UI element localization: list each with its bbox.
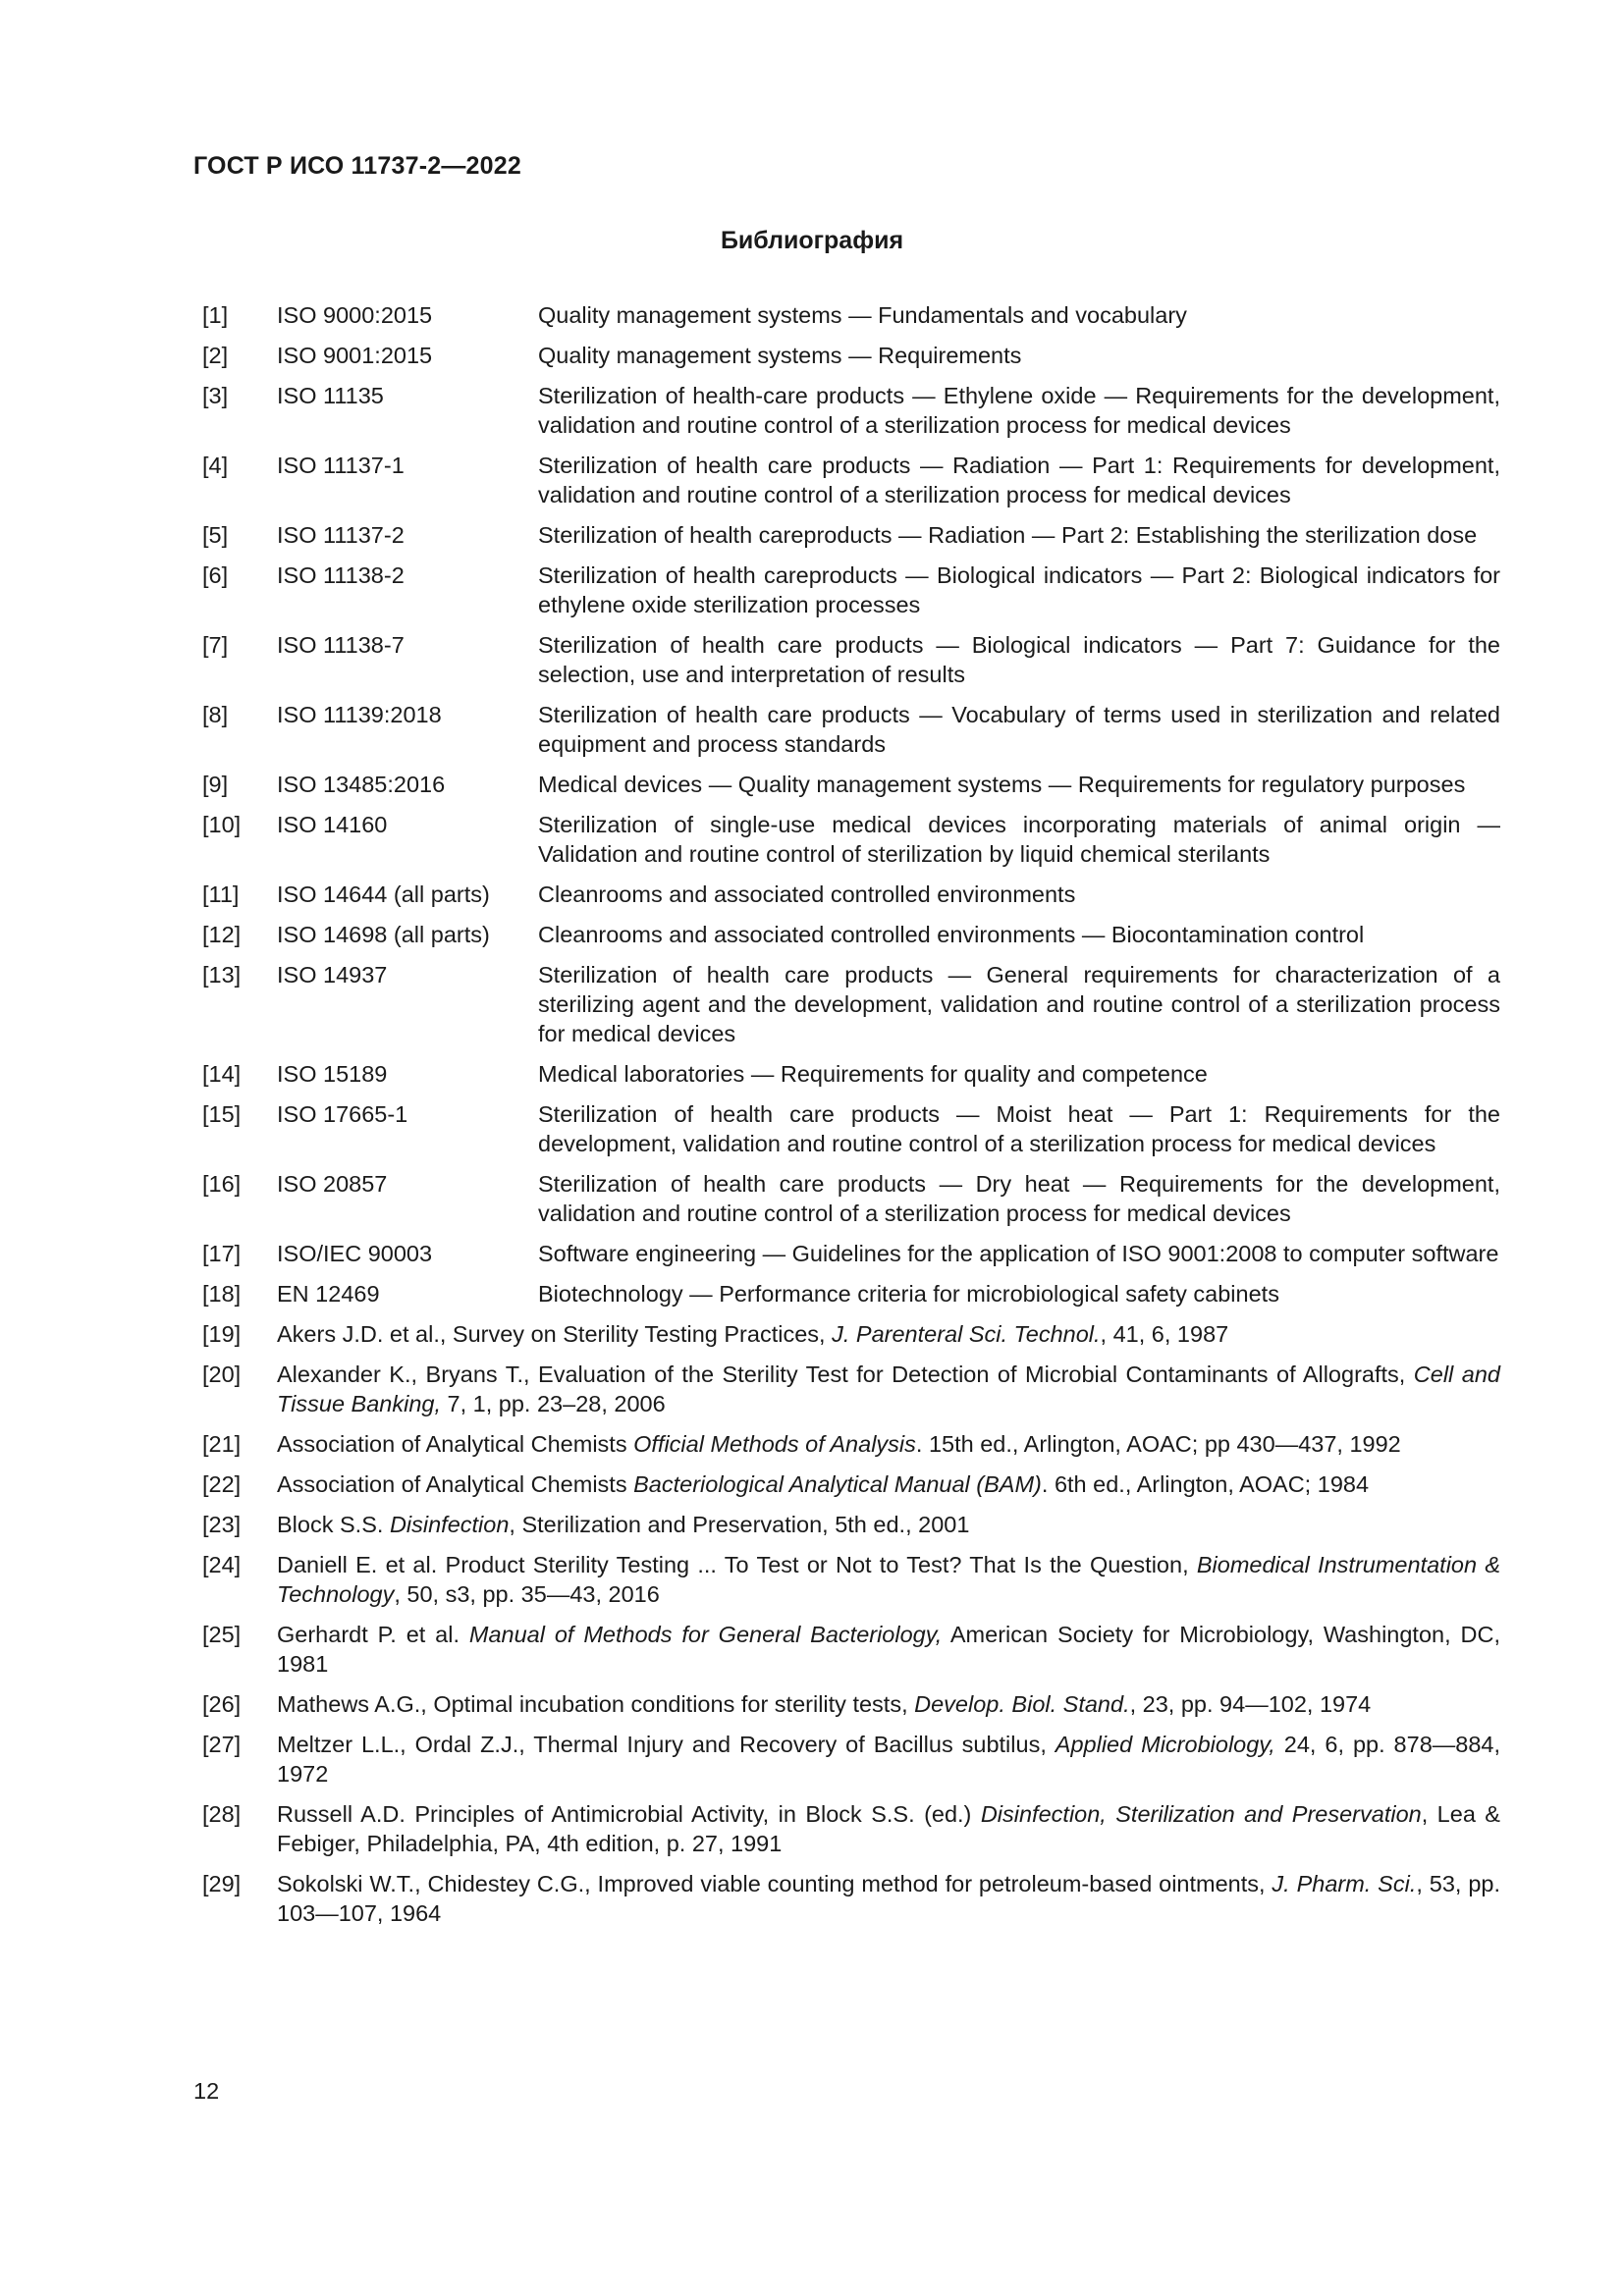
citation-lead: Association of Analytical Chemists — [277, 1431, 634, 1457]
reference-entry — [202, 960, 1500, 1048]
reference-number: [12] — [202, 922, 242, 947]
reference-number: [13] — [202, 962, 242, 988]
citation-lead: Akers J.D. et al., Survey on Sterility Testing Practices, — [277, 1321, 833, 1347]
reference-number: [23] — [202, 1512, 242, 1537]
reference-number: [20] — [202, 1362, 242, 1387]
reference-entry — [202, 300, 1500, 330]
citation-tail: , 23, pp. 94—102, 1974 — [1129, 1691, 1372, 1717]
reference-number: [6] — [202, 562, 229, 588]
citation-source: Manual of Methods for General Bacteriology, — [468, 1622, 943, 1647]
standard-code: ISO 9001:2015 — [277, 343, 433, 368]
citation-tail: American Society for Microbiology, Washington, DC, 1981 — [277, 1622, 1500, 1677]
document-code: ГОСТ Р ИСО 11737-2—2022 — [193, 152, 521, 180]
reference-entry — [202, 630, 1500, 689]
standard-title: Sterilization of health-care products — Ethylene oxide — Requirements for the development, validation and routine control of a sterilization process for medical devices — [538, 383, 1500, 438]
reference-entry — [202, 1319, 1500, 1349]
reference-number: [14] — [202, 1061, 242, 1087]
citation-text — [277, 1550, 1500, 1609]
standard-title: Cleanrooms and associated controlled environments — Biocontamination control — [538, 922, 1365, 947]
standard-title: Medical laboratories — Requirements for quality and competence — [538, 1061, 1208, 1087]
citation-source: J. Parenteral Sci. Technol. — [832, 1321, 1101, 1347]
citation-lead: Alexander K., Bryans T., Evaluation of the Sterility Test for Detection of Microbial Contaminants of Allografts, — [277, 1362, 1414, 1387]
reference-number: [24] — [202, 1552, 242, 1577]
citation-source: Applied Microbiology, — [1055, 1732, 1275, 1757]
citation-text — [277, 1510, 1500, 1539]
reference-number: [10] — [202, 812, 242, 837]
citation-lead: Mathews A.G., Optimal incubation conditions for sterility tests, — [277, 1691, 915, 1717]
citation-tail: , 41, 6, 1987 — [1100, 1321, 1229, 1347]
reference-number: [29] — [202, 1871, 242, 1896]
citation-tail: , Sterilization and Preservation, 5th ed., 2001 — [509, 1512, 970, 1537]
reference-entry — [202, 770, 1500, 799]
reference-number: [1] — [202, 302, 229, 328]
reference-entry — [202, 880, 1500, 909]
standard-code: ISO 13485:2016 — [277, 772, 446, 797]
reference-entry — [202, 1429, 1500, 1459]
standard-code: ISO 14937 — [277, 962, 388, 988]
reference-entry — [202, 451, 1500, 509]
citation-source: J. Pharm. Sci. — [1272, 1871, 1417, 1896]
reference-number: [26] — [202, 1691, 242, 1717]
citation-tail: , Lea & Febiger, Philadelphia, PA, 4th edition, p. 27, 1991 — [277, 1801, 1500, 1856]
citation-source: Cell and Tissue Banking, — [277, 1362, 1500, 1416]
citation-tail: , 50, s3, pp. 35—43, 2016 — [394, 1581, 660, 1607]
reference-entry — [202, 1869, 1500, 1928]
reference-entry — [202, 1620, 1500, 1679]
citation-lead: Gerhardt P. et al. — [277, 1622, 469, 1647]
reference-entry — [202, 520, 1500, 550]
reference-entry — [202, 1510, 1500, 1539]
reference-number: [21] — [202, 1431, 242, 1457]
reference-number: [4] — [202, 453, 229, 478]
citation-source: Disinfection, Sterilization and Preservation — [980, 1801, 1422, 1827]
standard-code: ISO 11138-2 — [277, 562, 405, 588]
citation-tail: , 53, pp. 103—107, 1964 — [277, 1871, 1500, 1926]
citation-text — [277, 1730, 1500, 1789]
citation-lead: Russell A.D. Principles of Antimicrobial Activity, in Block S.S. (ed.) — [277, 1801, 981, 1827]
standard-code: ISO 14160 — [277, 812, 388, 837]
citation-tail: . 15th ed., Arlington, AOAC; pp 430—437, 1992 — [915, 1431, 1401, 1457]
reference-entry — [202, 1059, 1500, 1089]
reference-list — [202, 300, 1500, 1939]
reference-entry — [202, 1360, 1500, 1418]
reference-entry — [202, 561, 1500, 619]
citation-tail: 7, 1, pp. 23–28, 2006 — [441, 1391, 666, 1416]
reference-entry — [202, 1099, 1500, 1158]
standard-code: ISO 11139:2018 — [277, 702, 442, 727]
reference-number: [8] — [202, 702, 229, 727]
standard-title: Sterilization of health care products — Biological indicators — Part 7: Guidance for the selection, use and interpretation of results — [538, 632, 1500, 687]
reference-entry — [202, 1239, 1500, 1268]
standard-code: ISO 9000:2015 — [277, 302, 433, 328]
standard-title: Quality management systems — Requirements — [538, 343, 1022, 368]
citation-tail: . 6th ed., Arlington, AOAC; 1984 — [1041, 1471, 1370, 1497]
standard-code: EN 12469 — [277, 1281, 380, 1307]
reference-number: [25] — [202, 1622, 242, 1647]
reference-entry — [202, 341, 1500, 370]
citation-lead: Daniell E. et al. Product Sterility Testing ... To Test or Not to Test? That Is the Question, — [277, 1552, 1197, 1577]
standard-title: Medical devices — Quality management systems — Requirements for regulatory purposes — [538, 772, 1466, 797]
reference-entry — [202, 1730, 1500, 1789]
standard-title: Sterilization of health care products — Moist heat — Part 1: Requirements for the development, validation and routine control of a sterilization process for medical devices — [538, 1101, 1500, 1156]
standard-title: Sterilization of single-use medical devices incorporating materials of animal origin — Validation and routine control of sterilization by liquid chemical sterilants — [538, 812, 1500, 867]
reference-number: [27] — [202, 1732, 242, 1757]
standard-title: Sterilization of health care products — General requirements for characterization of a sterilizing agent and the development, validation and routine control of a sterilization process for medical devices — [538, 962, 1500, 1046]
standard-title: Biotechnology — Performance criteria for microbiological safety cabinets — [538, 1281, 1279, 1307]
reference-entry — [202, 1550, 1500, 1609]
citation-lead: Meltzer L.L., Ordal Z.J., Thermal Injury and Recovery of Bacillus subtilus, — [277, 1732, 1056, 1757]
reference-number: [5] — [202, 522, 229, 548]
standard-title: Sterilization of health careproducts — Biological indicators — Part 2: Biological indicators for ethylene oxide sterilization processes — [538, 562, 1500, 617]
citation-tail: 24, 6, pp. 878—884, 1972 — [277, 1732, 1501, 1787]
bibliography-title: Библиография — [720, 227, 904, 254]
standard-title: Software engineering — Guidelines for the application of ISO 9001:2008 to computer software — [538, 1241, 1499, 1266]
citation-text — [277, 1429, 1500, 1459]
standard-title: Quality management systems — Fundamentals and vocabulary — [538, 302, 1187, 328]
reference-entry — [202, 1799, 1500, 1858]
reference-entry — [202, 810, 1500, 869]
citation-lead: Association of Analytical Chemists — [277, 1471, 634, 1497]
standard-code: ISO 17665-1 — [277, 1101, 408, 1127]
citation-text — [277, 1620, 1500, 1679]
reference-number: [9] — [202, 772, 229, 797]
citation-source: Official Methods of Analysis — [633, 1431, 916, 1457]
reference-entry — [202, 700, 1500, 759]
reference-number: [2] — [202, 343, 229, 368]
page-number: 12 — [193, 2078, 220, 2104]
reference-entry — [202, 381, 1500, 440]
reference-number: [16] — [202, 1171, 242, 1197]
citation-text — [277, 1869, 1500, 1928]
standard-title: Sterilization of health careproducts — Radiation — Part 2: Establishing the sterilization dose — [538, 522, 1478, 548]
reference-entry — [202, 920, 1500, 949]
reference-number: [15] — [202, 1101, 242, 1127]
standard-code: ISO 11137-2 — [277, 522, 405, 548]
standard-code: ISO 11135 — [277, 383, 384, 408]
citation-source: Biomedical Instrumentation & Technology — [277, 1552, 1500, 1607]
standard-code: ISO 20857 — [277, 1171, 388, 1197]
standard-code: ISO/IEC 90003 — [277, 1241, 433, 1266]
reference-number: [17] — [202, 1241, 242, 1266]
reference-entry — [202, 1469, 1500, 1499]
citation-text — [277, 1469, 1500, 1499]
standard-code: ISO 15189 — [277, 1061, 388, 1087]
standard-code: ISO 11138-7 — [277, 632, 405, 658]
reference-number: [3] — [202, 383, 229, 408]
standard-code: ISO 14644 (all parts) — [277, 881, 490, 907]
citation-source: Disinfection — [389, 1512, 510, 1537]
citation-lead: Sokolski W.T., Chidestey C.G., Improved viable counting method for petroleum-based ointments, — [277, 1871, 1272, 1896]
standard-title: Sterilization of health care products — Vocabulary of terms used in sterilization and related equipment and process standards — [538, 702, 1500, 757]
citation-text — [277, 1360, 1500, 1418]
citation-text — [277, 1689, 1500, 1719]
reference-number: [19] — [202, 1321, 242, 1347]
reference-number: [7] — [202, 632, 229, 658]
reference-number: [28] — [202, 1801, 242, 1827]
reference-entry — [202, 1169, 1500, 1228]
citation-text — [277, 1319, 1500, 1349]
citation-source: Bacteriological Analytical Manual (BAM) — [633, 1471, 1042, 1497]
standard-title: Sterilization of health care products — Dry heat — Requirements for the development, validation and routine control of a sterilization process for medical devices — [538, 1171, 1500, 1226]
standard-title: Sterilization of health care products — Radiation — Part 1: Requirements for development, validation and routine control of a sterilization process for medical devices — [538, 453, 1500, 507]
citation-text — [277, 1799, 1500, 1858]
reference-number: [18] — [202, 1281, 242, 1307]
standard-title: Cleanrooms and associated controlled environments — [538, 881, 1076, 907]
standard-code: ISO 11137-1 — [277, 453, 405, 478]
reference-entry — [202, 1279, 1500, 1308]
reference-entry — [202, 1689, 1500, 1719]
standard-code: ISO 14698 (all parts) — [277, 922, 490, 947]
citation-lead: Block S.S. — [277, 1512, 390, 1537]
citation-source: Develop. Biol. Stand. — [914, 1691, 1130, 1717]
reference-number: [11] — [202, 881, 240, 907]
reference-number: [22] — [202, 1471, 242, 1497]
